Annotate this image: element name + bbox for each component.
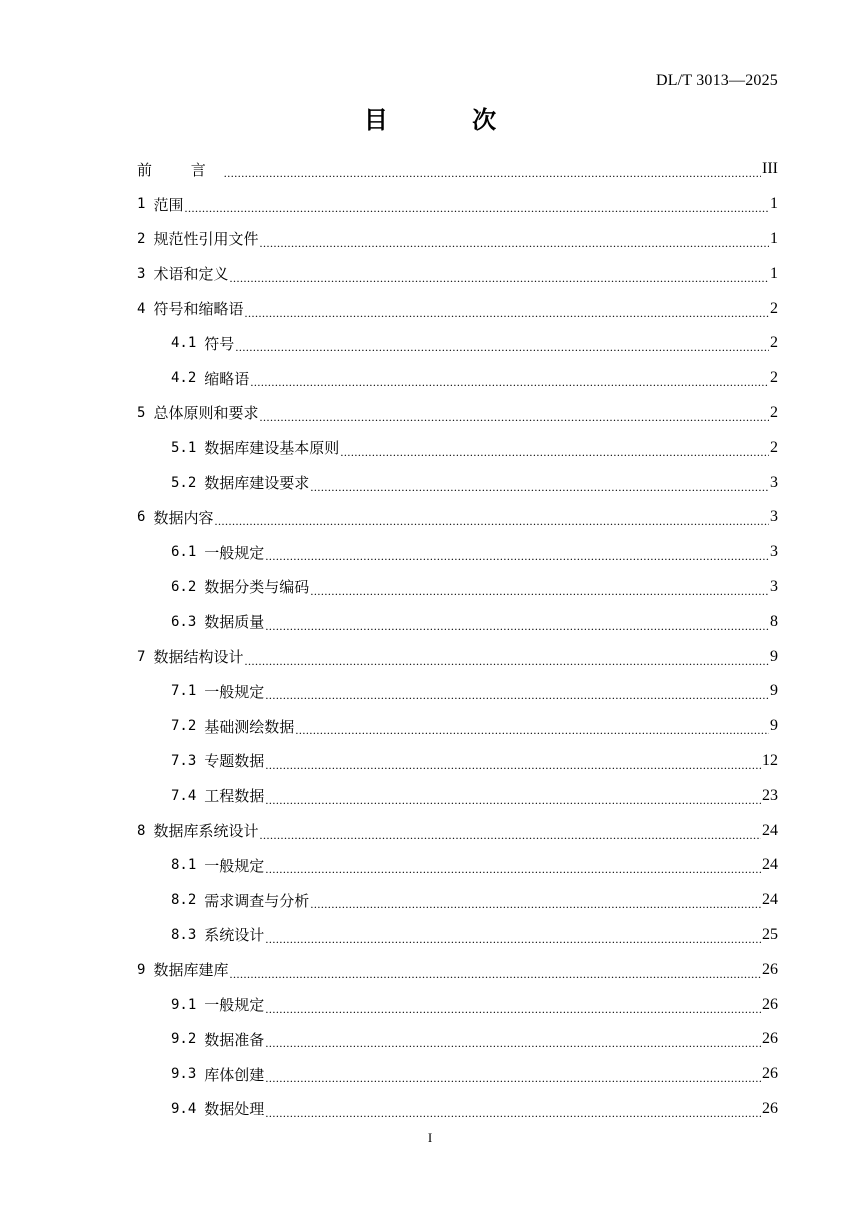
toc-entry-title: 数据结构设计: [153, 648, 244, 667]
toc-entry-page: III: [762, 160, 778, 178]
dot-leader: [310, 898, 761, 910]
dot-leader: [229, 272, 769, 284]
toc-entry-title: 术语和定义: [153, 265, 229, 284]
dot-leader: [265, 550, 769, 562]
toc-entry-title: 基础测绘数据: [204, 717, 295, 736]
toc-entry[interactable]: [137, 535, 778, 570]
toc-entry-title: 总体原则和要求: [153, 404, 259, 423]
toc-entry-title: 数据准备: [204, 1030, 265, 1049]
toc-entry-number: 8.3: [171, 926, 197, 943]
toc-entry[interactable]: [137, 291, 778, 326]
standard-code: DL/T 3013—2025: [655, 72, 778, 89]
page-title: 目 次: [363, 106, 535, 134]
toc-entry-title: 符号: [204, 334, 235, 353]
toc-entry-number: 4.1: [171, 335, 197, 352]
toc-entry-number: 1: [137, 196, 146, 213]
toc-entry-page: 2: [770, 369, 778, 387]
toc-entry-number: 7.1: [171, 683, 197, 700]
toc-entry-title: 一般规定: [204, 856, 265, 875]
toc-entry-page: 26: [762, 1065, 778, 1083]
toc-entry[interactable]: [137, 639, 778, 674]
toc-entry-page: 2: [770, 334, 778, 352]
toc-entry-number: 9.1: [171, 996, 197, 1013]
toc-entry-number: 9.3: [171, 1066, 197, 1083]
toc-entry-title: 工程数据: [204, 787, 265, 806]
dot-leader: [265, 1072, 761, 1084]
toc-entry-title: 前 言: [137, 160, 223, 179]
toc-entry-number: 8: [137, 822, 146, 839]
dot-leader: [265, 689, 769, 701]
toc-entry-page: 9: [770, 682, 778, 700]
dot-leader: [340, 446, 769, 458]
toc-entry-page: 2: [770, 438, 778, 456]
dot-leader: [214, 515, 769, 527]
toc-entry-title: 数据分类与编码: [204, 578, 310, 597]
toc-entry[interactable]: [137, 778, 778, 813]
toc-entry-number: 9.4: [171, 1100, 197, 1117]
toc-entry-page: 2: [770, 299, 778, 317]
toc-entry-number: 5.1: [171, 439, 197, 456]
toc-entry-page: 1: [770, 264, 778, 282]
toc-entry-title: 一般规定: [204, 996, 265, 1015]
toc-entry-number: 7.3: [171, 752, 197, 769]
dot-leader: [250, 376, 769, 388]
toc-entry-number: 4.2: [171, 370, 197, 387]
toc-entry[interactable]: [137, 361, 778, 396]
toc-entry-page: 26: [762, 960, 778, 978]
toc-entry-page: 26: [762, 1099, 778, 1117]
toc-entry-title: 一般规定: [204, 682, 265, 701]
toc-entry-page: 24: [762, 891, 778, 909]
toc-entry-page: 9: [770, 717, 778, 735]
toc-entry-page: 3: [770, 473, 778, 491]
toc-entry-number: 6: [137, 509, 146, 526]
dot-leader: [265, 863, 761, 875]
toc-entry-page: 26: [762, 1030, 778, 1048]
toc-entry[interactable]: [137, 918, 778, 953]
toc-entry-page: 3: [770, 577, 778, 595]
toc-entry-title: 数据库建设基本原则: [204, 439, 340, 458]
toc-entry-page: 3: [770, 543, 778, 561]
toc-entry-number: 8.1: [171, 857, 197, 874]
toc-entry-number: 9.2: [171, 1031, 197, 1048]
toc-entry[interactable]: [137, 222, 778, 257]
toc-entry[interactable]: [137, 813, 778, 848]
toc-entry-page: 9: [770, 647, 778, 665]
toc-entry-page: 1: [770, 195, 778, 213]
toc-entry-title: 缩略语: [204, 369, 250, 388]
toc-entry-number: 5.2: [171, 474, 197, 491]
page-number: I: [427, 1130, 433, 1145]
toc-entry[interactable]: [137, 604, 778, 639]
toc-entry[interactable]: [137, 465, 778, 500]
dot-leader: [310, 585, 769, 597]
toc-entry[interactable]: [137, 848, 778, 883]
toc-entry-number: 3: [137, 265, 146, 282]
dot-leader: [229, 968, 761, 980]
toc-entry-number: 7.2: [171, 718, 197, 735]
toc-entry-number: 6.2: [171, 578, 197, 595]
dot-leader: [259, 829, 761, 841]
toc-entry[interactable]: [137, 952, 778, 987]
toc-entry-title: 一般规定: [204, 543, 265, 562]
dot-leader: [244, 307, 769, 319]
dot-leader: [224, 167, 761, 179]
toc-entry-number: 7: [137, 648, 146, 665]
toc-entry-title: 数据质量: [204, 613, 265, 632]
table-of-contents: [137, 152, 778, 1126]
toc-entry-number: 8.2: [171, 892, 197, 909]
toc-entry-page: 24: [762, 821, 778, 839]
toc-entry-number: 4: [137, 300, 146, 317]
dot-leader: [235, 341, 769, 353]
toc-entry-title: 范围: [153, 195, 184, 214]
toc-entry-title: 数据处理: [204, 1100, 265, 1119]
toc-entry[interactable]: [137, 674, 778, 709]
toc-entry-title: 符号和缩略语: [153, 300, 244, 319]
toc-entry-page: 24: [762, 856, 778, 874]
toc-entry[interactable]: [137, 152, 778, 187]
toc-entry-title: 数据库系统设计: [153, 822, 259, 841]
toc-entry-page: 25: [762, 925, 778, 943]
dot-leader: [265, 1037, 761, 1049]
toc-entry[interactable]: [137, 987, 778, 1022]
toc-entry-title: 库体创建: [204, 1065, 265, 1084]
toc-entry[interactable]: [137, 1057, 778, 1092]
toc-entry-page: 1: [770, 229, 778, 247]
dot-leader: [265, 1107, 761, 1119]
dot-leader: [184, 202, 769, 214]
toc-entry-number: 7.4: [171, 787, 197, 804]
toc-entry-page: 8: [770, 612, 778, 630]
toc-entry-title: 数据库建设要求: [204, 474, 310, 493]
toc-entry[interactable]: [137, 500, 778, 535]
toc-entry-page: 12: [762, 751, 778, 769]
dot-leader: [244, 655, 769, 667]
toc-entry-number: 6.1: [171, 544, 197, 561]
toc-entry[interactable]: [137, 1092, 778, 1127]
toc-entry-title: 需求调查与分析: [204, 891, 310, 910]
toc-entry-page: 2: [770, 403, 778, 421]
toc-entry[interactable]: [137, 570, 778, 605]
toc-entry[interactable]: [137, 326, 778, 361]
toc-entry-title: 规范性引用文件: [153, 230, 259, 249]
dot-leader: [265, 1003, 761, 1015]
toc-entry-page: 26: [762, 995, 778, 1013]
dot-leader: [295, 724, 769, 736]
dot-leader: [259, 411, 769, 423]
toc-entry[interactable]: [137, 430, 778, 465]
toc-entry[interactable]: [137, 744, 778, 779]
dot-leader: [265, 794, 761, 806]
toc-entry[interactable]: [137, 709, 778, 744]
toc-entry-number: 6.3: [171, 613, 197, 630]
dot-leader: [259, 237, 769, 249]
toc-entry-title: 数据库建库: [153, 961, 229, 980]
dot-leader: [265, 759, 761, 771]
toc-entry[interactable]: [137, 883, 778, 918]
toc-entry-title: 系统设计: [204, 926, 265, 945]
dot-leader: [310, 481, 769, 493]
dot-leader: [265, 620, 769, 632]
toc-entry-title: 数据内容: [153, 508, 214, 527]
toc-entry-page: 3: [770, 508, 778, 526]
toc-entry[interactable]: [137, 256, 778, 291]
toc-entry-title: 专题数据: [204, 752, 265, 771]
toc-entry[interactable]: [137, 1022, 778, 1057]
toc-entry-page: 23: [762, 786, 778, 804]
toc-entry-number: 5: [137, 404, 146, 421]
toc-entry-number: 9: [137, 961, 146, 978]
toc-entry[interactable]: [137, 396, 778, 431]
toc-entry-number: 2: [137, 230, 146, 247]
dot-leader: [265, 933, 761, 945]
toc-entry[interactable]: [137, 187, 778, 222]
